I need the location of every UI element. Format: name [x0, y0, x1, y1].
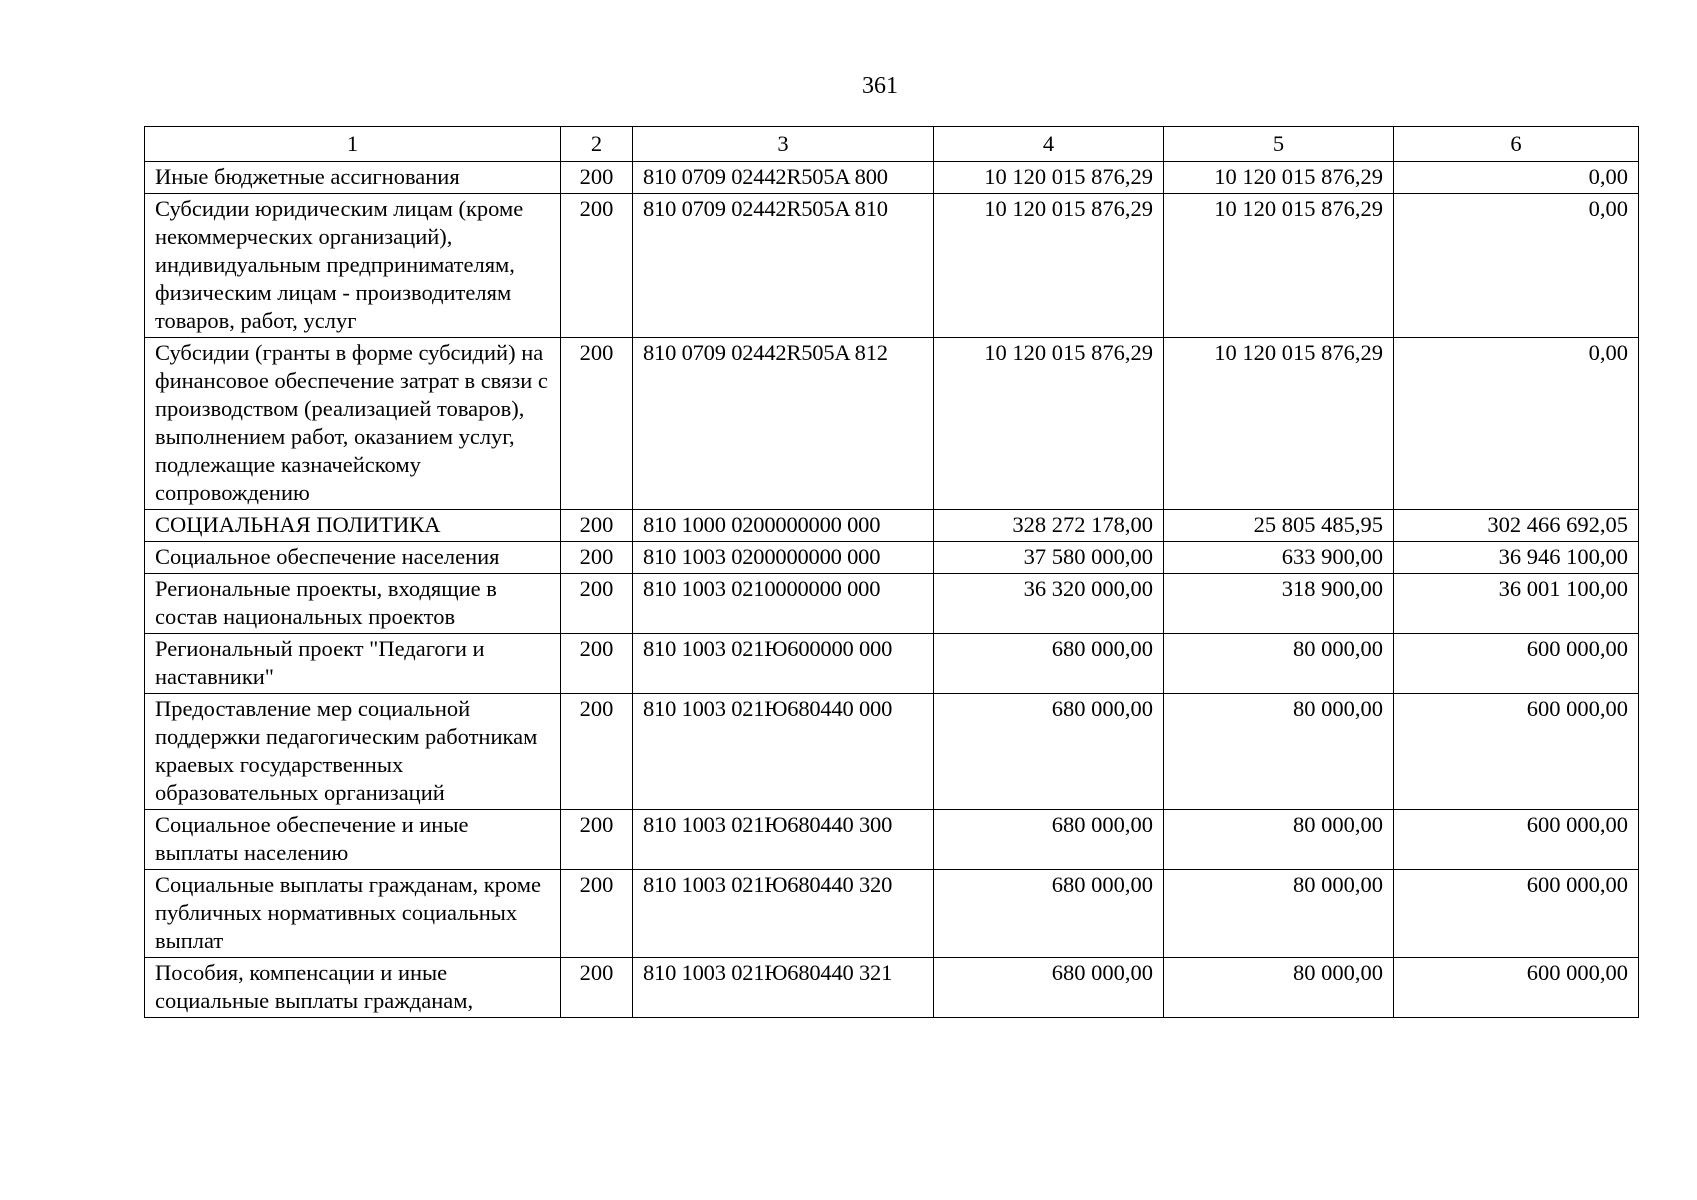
header-row: [145, 127, 1639, 162]
table-row: [145, 634, 1639, 694]
row-admin-code: 200: [561, 634, 633, 694]
row-value-col6: 36 001 100,00: [1394, 574, 1639, 634]
row-admin-code: 200: [561, 194, 633, 338]
row-budget-code: 810 1003 021Ю680440 000: [633, 694, 934, 810]
row-budget-code: 810 1003 021Ю680440 320: [633, 870, 934, 958]
column-header-5: 5: [1164, 127, 1394, 162]
row-budget-code: 810 0709 02442R505A 812: [633, 338, 934, 510]
row-budget-code: 810 0709 02442R505A 810: [633, 194, 934, 338]
row-value-col6: 0,00: [1394, 194, 1639, 338]
row-value-col5: 80 000,00: [1164, 694, 1394, 810]
row-admin-code: 200: [561, 542, 633, 574]
row-name: Социальное обеспечение населения: [145, 542, 561, 574]
row-value-col4: 10 120 015 876,29: [934, 162, 1164, 194]
row-name: Субсидии (гранты в форме субсидий) на финансовое обеспечение затрат в связи с производством (реализацией товаров), выполнением работ, оказанием услуг, подлежащие казначейскому сопровождению: [145, 338, 561, 510]
row-name: Субсидии юридическим лицам (кроме некоммерческих организаций), индивидуальным предпринимателям, физическим лицам - производителям товаров, работ, услуг: [145, 194, 561, 338]
page-number: 361: [862, 73, 898, 99]
row-value-col4: 328 272 178,00: [934, 510, 1164, 542]
row-admin-code: 200: [561, 694, 633, 810]
row-admin-code: 200: [561, 810, 633, 870]
row-value-col4: 10 120 015 876,29: [934, 194, 1164, 338]
row-value-col4: 37 580 000,00: [934, 542, 1164, 574]
table-row: [145, 694, 1639, 810]
column-header-1: 1: [145, 127, 561, 162]
row-value-col6: 600 000,00: [1394, 694, 1639, 810]
row-name: Социальные выплаты гражданам, кроме публичных нормативных социальных выплат: [145, 870, 561, 958]
table-row: [145, 194, 1639, 338]
row-admin-code: 200: [561, 162, 633, 194]
row-budget-code: 810 1003 021Ю680440 321: [633, 958, 934, 1018]
table-row: [145, 574, 1639, 634]
column-header-2: 2: [561, 127, 633, 162]
row-value-col6: 600 000,00: [1394, 634, 1639, 694]
row-budget-code: 810 1003 0210000000 000: [633, 574, 934, 634]
row-value-col5: 10 120 015 876,29: [1164, 338, 1394, 510]
table-row: [145, 810, 1639, 870]
row-admin-code: 200: [561, 870, 633, 958]
row-value-col4: 680 000,00: [934, 810, 1164, 870]
row-value-col5: 318 900,00: [1164, 574, 1394, 634]
table-row: [145, 338, 1639, 510]
row-name: Пособия, компенсации и иные социальные выплаты гражданам,: [145, 958, 561, 1018]
row-value-col4: 680 000,00: [934, 958, 1164, 1018]
row-value-col5: 80 000,00: [1164, 870, 1394, 958]
row-admin-code: 200: [561, 338, 633, 510]
row-admin-code: 200: [561, 958, 633, 1018]
row-value-col6: 36 946 100,00: [1394, 542, 1639, 574]
row-value-col4: 680 000,00: [934, 634, 1164, 694]
row-name: Региональный проект "Педагоги и наставники": [145, 634, 561, 694]
row-value-col4: 680 000,00: [934, 694, 1164, 810]
row-value-col6: 600 000,00: [1394, 958, 1639, 1018]
row-value-col5: 80 000,00: [1164, 810, 1394, 870]
row-budget-code: 810 1003 021Ю680440 300: [633, 810, 934, 870]
table-row: [145, 958, 1639, 1018]
table-row: [145, 162, 1639, 194]
row-budget-code: 810 0709 02442R505A 800: [633, 162, 934, 194]
table-row: [145, 542, 1639, 574]
column-header-6: 6: [1394, 127, 1639, 162]
table-body: [145, 162, 1639, 1018]
row-value-col6: 0,00: [1394, 162, 1639, 194]
budget-table: [144, 126, 1639, 1018]
row-value-col5: 10 120 015 876,29: [1164, 194, 1394, 338]
row-value-col6: 302 466 692,05: [1394, 510, 1639, 542]
row-value-col4: 680 000,00: [934, 870, 1164, 958]
row-value-col5: 633 900,00: [1164, 542, 1394, 574]
table-row: [145, 870, 1639, 958]
row-budget-code: 810 1000 0200000000 000: [633, 510, 934, 542]
column-header-4: 4: [934, 127, 1164, 162]
row-value-col5: 80 000,00: [1164, 958, 1394, 1018]
row-value-col6: 0,00: [1394, 338, 1639, 510]
row-value-col5: 25 805 485,95: [1164, 510, 1394, 542]
table-header: [145, 127, 1639, 162]
row-admin-code: 200: [561, 510, 633, 542]
row-admin-code: 200: [561, 574, 633, 634]
row-name: СОЦИАЛЬНАЯ ПОЛИТИКА: [145, 510, 561, 542]
row-value-col5: 10 120 015 876,29: [1164, 162, 1394, 194]
row-name: Социальное обеспечение и иные выплаты населению: [145, 810, 561, 870]
table-row: [145, 510, 1639, 542]
row-budget-code: 810 1003 0200000000 000: [633, 542, 934, 574]
row-budget-code: 810 1003 021Ю600000 000: [633, 634, 934, 694]
row-name: Региональные проекты, входящие в состав национальных проектов: [145, 574, 561, 634]
row-value-col5: 80 000,00: [1164, 634, 1394, 694]
row-name: Иные бюджетные ассигнования: [145, 162, 561, 194]
row-value-col6: 600 000,00: [1394, 870, 1639, 958]
row-value-col4: 36 320 000,00: [934, 574, 1164, 634]
row-name: Предоставление мер социальной поддержки педагогическим работникам краевых государственных образовательных организаций: [145, 694, 561, 810]
column-header-3: 3: [633, 127, 934, 162]
row-value-col4: 10 120 015 876,29: [934, 338, 1164, 510]
row-value-col6: 600 000,00: [1394, 810, 1639, 870]
